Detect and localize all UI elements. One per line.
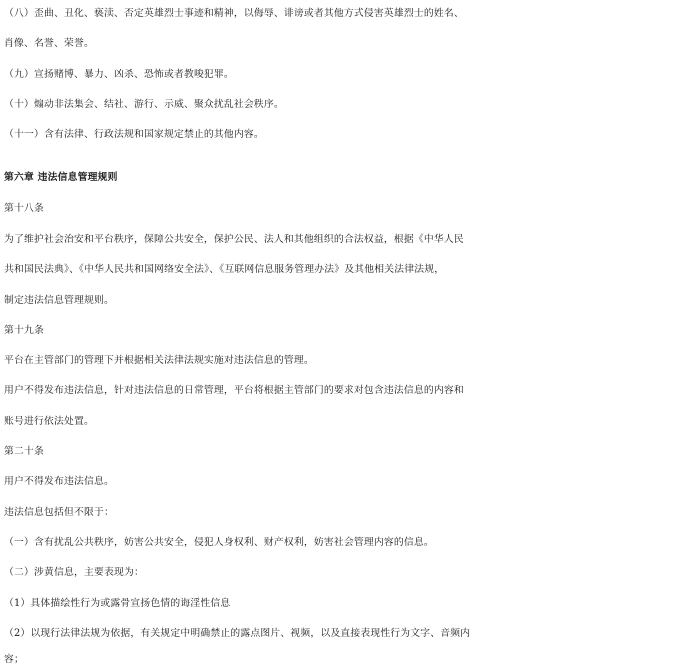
text-line-item-8: （八）歪曲、丑化、亵渎、否定英雄烈士事迹和精神，以侮辱、诽谤或者其他方式侵害英雄烈士的姓名、	[4, 8, 464, 19]
article-20-title: 第二十条	[4, 446, 44, 457]
article-20-text-1: 用户不得发布违法信息。	[4, 476, 114, 487]
article-20-text-2: 违法信息包括但不限于：	[4, 507, 114, 518]
text-line-item-8-cont: 肖像、名誉、荣誉。	[4, 38, 94, 49]
article-20-subitem-2: （2）以现行法律法规为依据，有关规定中明确禁止的露点图片、视频，以及直接表现性行为文字、音频内	[4, 628, 471, 639]
article-18-text-3: 制定违法信息管理规则。	[4, 295, 114, 306]
article-19-text-2: 用户不得发布违法信息，针对违法信息的日常管理，平台将根据主管部门的要求对包含违法信息的内容和	[4, 385, 464, 396]
text-line-item-11: （十一）含有法律、行政法规和国家规定禁止的其他内容。	[4, 129, 264, 140]
text-line-item-9: （九）宣扬赌博、暴力、凶杀、恐怖或者教唆犯罪。	[4, 69, 234, 80]
article-20-subitem-2-cont: 容；	[4, 654, 24, 665]
article-18-title: 第十八条	[4, 203, 44, 214]
article-19-text-1: 平台在主管部门的管理下并根据相关法律法规实施对违法信息的管理。	[4, 355, 314, 366]
article-18-text-1: 为了维护社会治安和平台秩序，保障公共安全，保护公民、法人和其他组织的合法权益，根据《中华人民	[4, 234, 464, 245]
article-20-item-1: （一）含有扰乱公共秩序，妨害公共安全，侵犯人身权利、财产权利，妨害社会管理内容的信息。	[4, 537, 434, 548]
text-line-item-10: （十）煽动非法集会、结社、游行、示威、聚众扰乱社会秩序。	[4, 99, 284, 110]
article-18-text-2: 共和国民法典》、《中华人民共和国网络安全法》、《互联网信息服务管理办法》及其他相关法律法规，	[4, 264, 445, 275]
article-20-item-2: （二）涉黄信息，主要表现为：	[4, 567, 144, 578]
chapter-heading: 第六章 违法信息管理规则	[4, 172, 118, 183]
article-19-text-3: 账号进行依法处置。	[4, 416, 94, 427]
article-20-subitem-1: （1）具体描绘性行为或露骨宣扬色情的诲淫性信息	[4, 598, 231, 609]
article-19-title: 第十九条	[4, 325, 44, 336]
